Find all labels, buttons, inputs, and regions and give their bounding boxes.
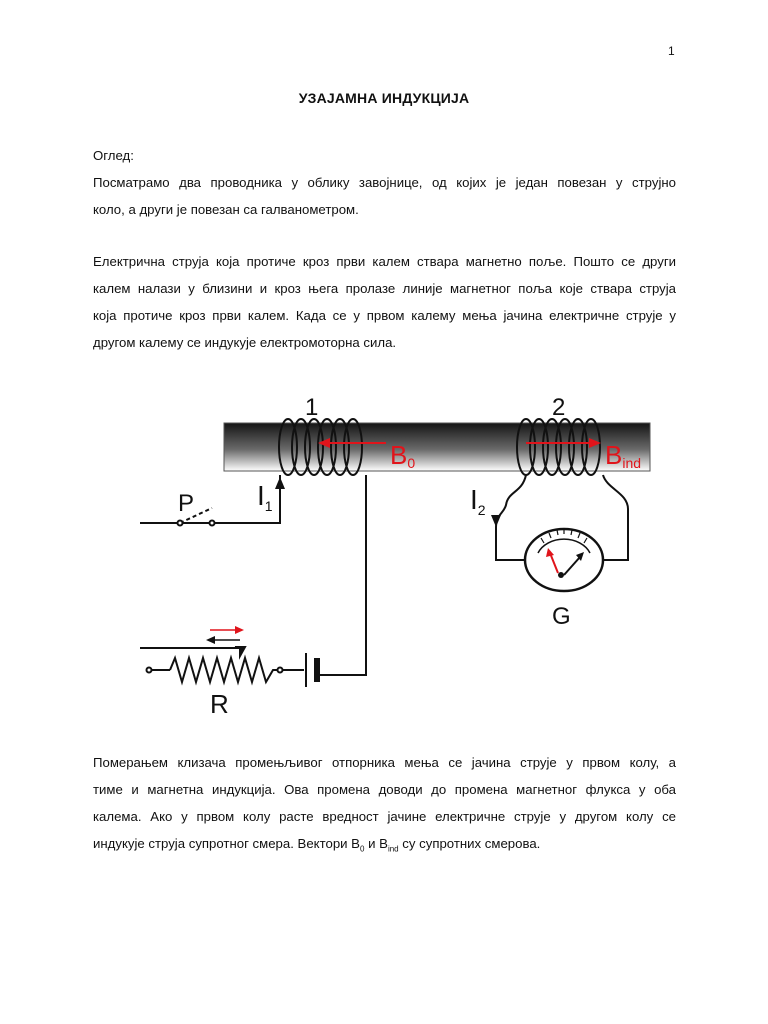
result-line: Померањем клизача промењљивог отпорника мења се јачина струје у првом колу, а bbox=[93, 755, 676, 770]
intro-line: коло, а други је повезан са галванометром. bbox=[93, 202, 359, 217]
i1-letter: I bbox=[257, 480, 265, 511]
b0-letter: B bbox=[390, 440, 408, 470]
field-line: Електрична струја која протиче кроз први калем ствара магнетно поље. Пошто се други bbox=[93, 254, 676, 269]
switch-label: P bbox=[178, 490, 195, 517]
mutual-induction-diagram bbox=[140, 385, 660, 730]
result-line: калема. Ако у првом колу расте вредност јачине електричне струје у другом колу се bbox=[93, 809, 676, 824]
i2-label bbox=[470, 484, 486, 518]
experiment-heading-text: Оглед: bbox=[93, 148, 134, 163]
resistor-label: R bbox=[210, 689, 229, 719]
field-line: калем налази у близини и кроз њега пролазе линије магнетног поља које ствара струја bbox=[93, 281, 676, 296]
result-last-text: су супротних смерова. bbox=[398, 836, 541, 851]
b0-subscript: 0 bbox=[407, 455, 416, 471]
bind-letter: B bbox=[605, 440, 623, 470]
galvanometer bbox=[525, 529, 603, 591]
coil-1-label: 1 bbox=[305, 394, 319, 421]
bind-text-subscript: ind bbox=[387, 844, 399, 854]
battery bbox=[306, 653, 320, 687]
coil-2-label: 2 bbox=[552, 394, 566, 421]
primary-circuit-wires bbox=[140, 475, 366, 675]
result-last-line bbox=[93, 830, 676, 863]
result-paragraph bbox=[93, 749, 676, 863]
intro-line: Посматрамо два проводника у облику завојнице, од којих је један повезан у струјно bbox=[93, 175, 676, 190]
i2-subscript: 2 bbox=[477, 502, 486, 518]
intro-paragraph bbox=[93, 169, 676, 223]
i2-letter: I bbox=[470, 484, 478, 515]
i1-label bbox=[257, 480, 273, 514]
result-line: тиме и магнетна индукција. Ова промена доводи до промена магнетног флукса у оба bbox=[93, 782, 676, 797]
field-line: другом калему се индукује електромоторна сила. bbox=[93, 335, 397, 350]
galvanometer-label: G bbox=[552, 603, 571, 630]
field-line: која протиче кроз први калем. Када се у првом калему мења јачина електричне струје у bbox=[93, 308, 676, 323]
field-paragraph bbox=[93, 248, 676, 356]
i2-arrow-icon bbox=[491, 515, 501, 527]
experiment-heading bbox=[93, 142, 676, 169]
bind-subscript: ind bbox=[622, 455, 642, 471]
variable-resistor bbox=[140, 647, 283, 682]
result-last-text: и B bbox=[364, 836, 388, 851]
slider-direction-arrows bbox=[206, 626, 244, 644]
page-title: УЗАЈАМНА ИНДУКЦИЈА bbox=[298, 90, 470, 106]
result-last-text: индукује струја супротног смера. Вектори B bbox=[93, 836, 360, 851]
page-number: 1 bbox=[668, 44, 675, 58]
i1-arrow-icon bbox=[275, 477, 285, 489]
b0-text-subscript: 0 bbox=[359, 844, 365, 854]
i1-subscript: 1 bbox=[264, 498, 273, 514]
